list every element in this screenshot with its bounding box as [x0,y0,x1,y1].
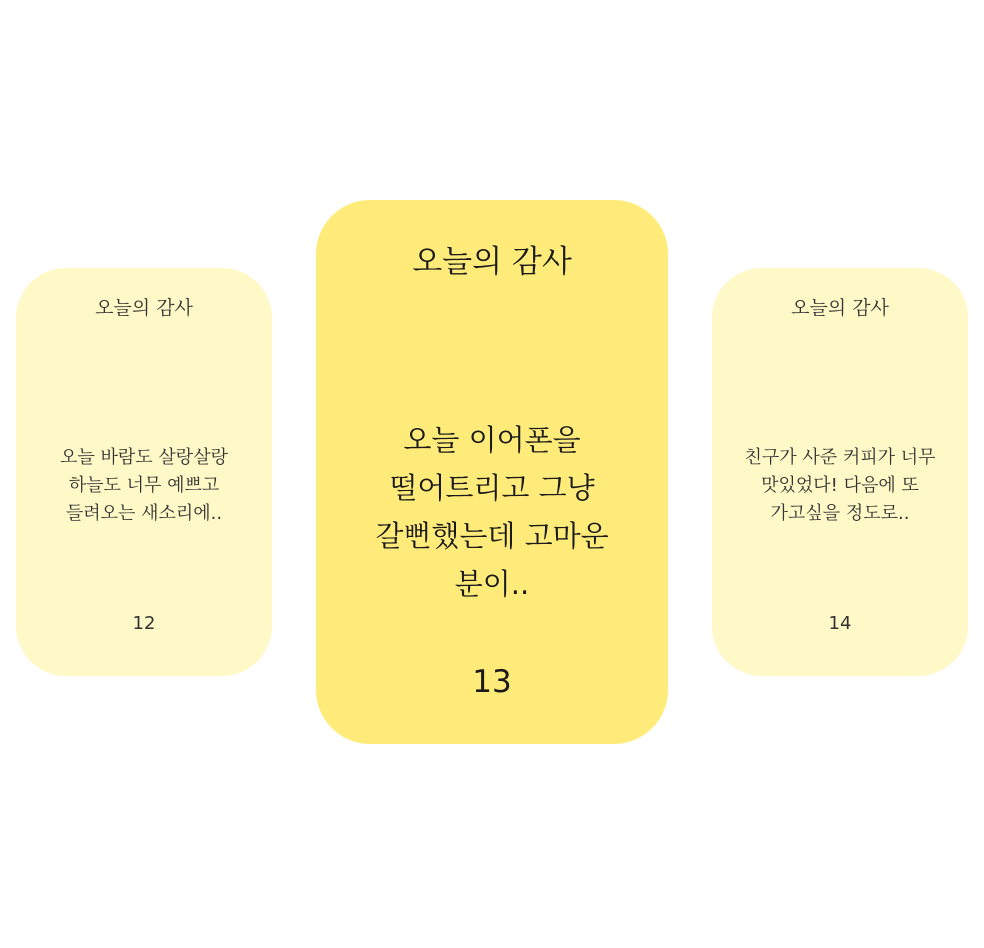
card-number: 14 [828,613,852,634]
card-body: 오늘 이어폰을 떨어트리고 그냥 갈뻔했는데 고마운 분이.. [375,423,609,601]
card-number: 12 [132,613,156,634]
card-title: 오늘의 감사 [95,297,193,319]
card-body: 친구가 사준 커피가 너무 맛있었다! 다음에 또 가고싶을 정도로.. [744,447,936,524]
gratitude-card-next[interactable] [712,268,968,676]
gratitude-card-current[interactable] [316,200,668,744]
card-title: 오늘의 감사 [791,297,889,319]
gratitude-card-previous[interactable] [16,268,272,676]
card-body: 오늘 바람도 살랑살랑 하늘도 너무 예쁘고 들려오는 새소리에.. [60,447,228,524]
card-number: 13 [472,664,512,700]
card-title: 오늘의 감사 [412,244,572,280]
